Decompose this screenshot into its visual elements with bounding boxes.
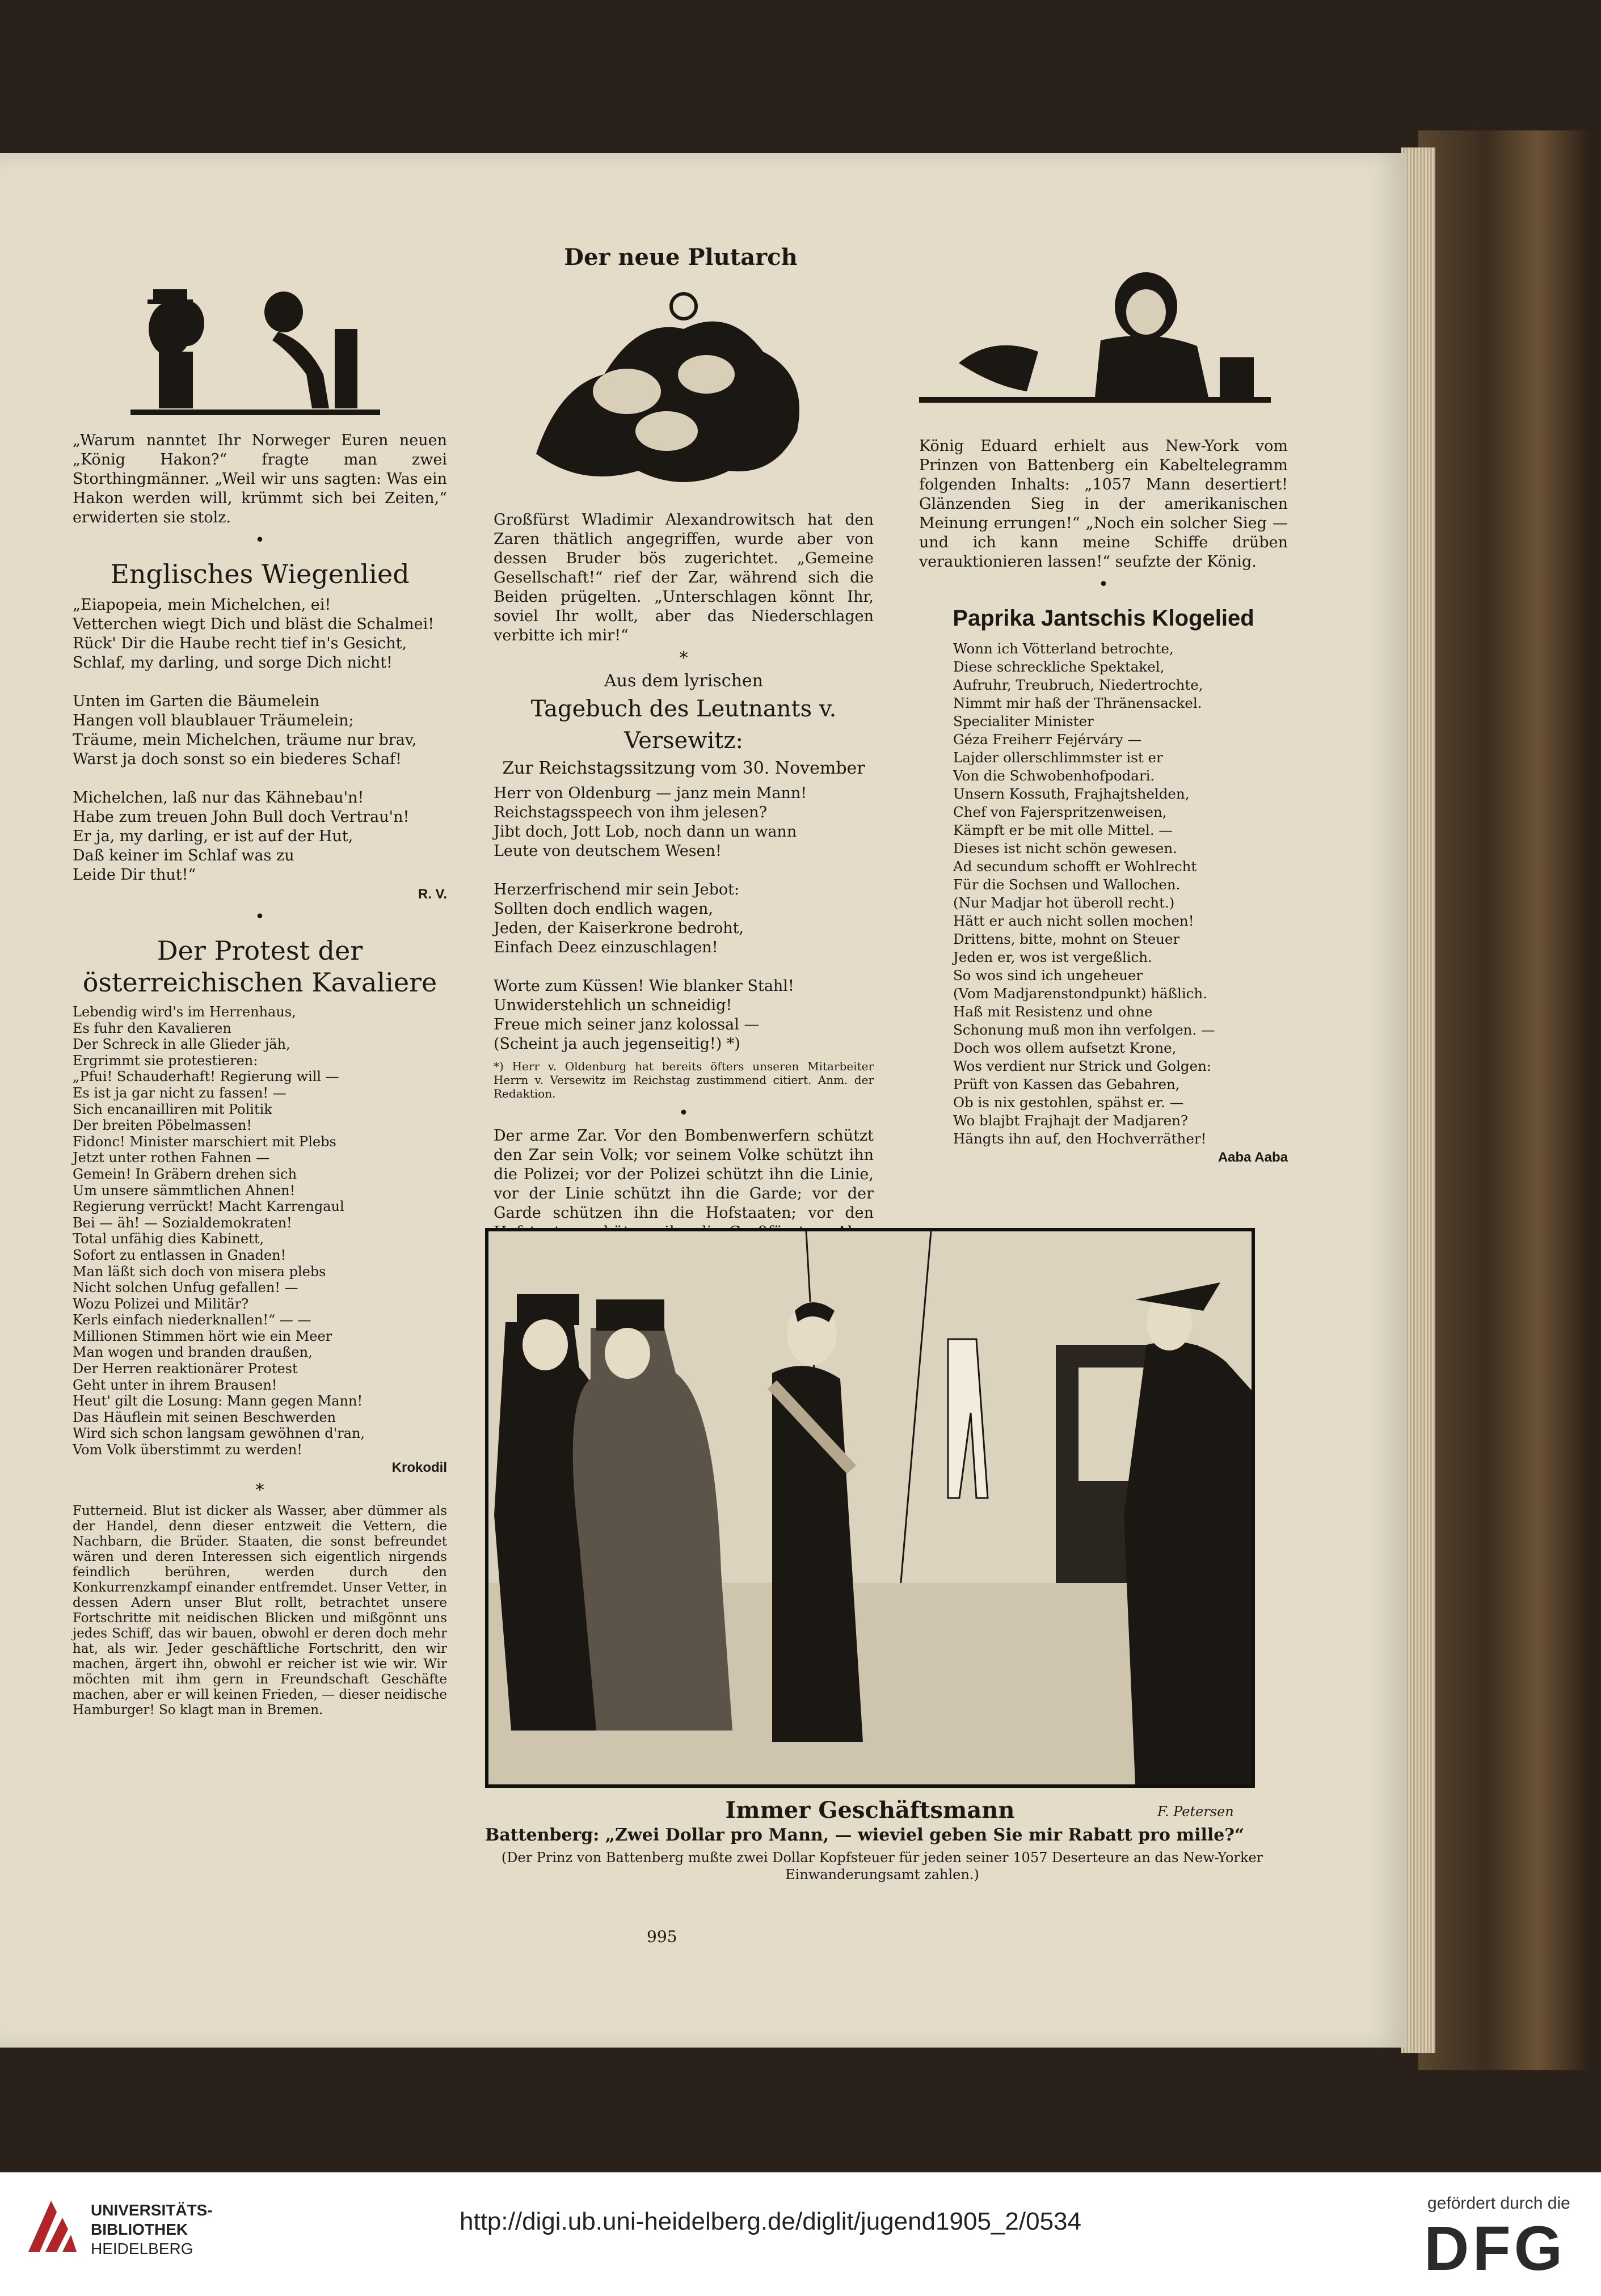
illustration-norwegians: [119, 278, 386, 420]
separator-star: •: [679, 1103, 689, 1123]
wiegenlied-title: Englisches Wiegenlied: [110, 559, 410, 589]
university-logo-icon: [23, 2195, 79, 2257]
binding-spine: [1418, 130, 1589, 2070]
dfg-logo[interactable]: DFG: [1424, 2214, 1566, 2284]
separator-star: •: [255, 907, 265, 927]
wiegenlied-byline: R. V.: [418, 887, 447, 902]
wiegenlied-poem: „Eiapopeia, mein Michelchen, ei! Vetterchen wiegt Dich und bläst die Schalmei! Rück' Dir die Haube recht tief in's Gesicht, Schlaf, my darling, und sorge Dich nicht! Unten im Garten die Bäumelein Hangen voll blaublauer Träumelein; Träume, mein Michelchen, träume nur brav, Warst ja doch sonst so ein biederes Schaf! Michelchen, laß nur das Kähnebau'n! Habe zum treuen John Bull doch Vertrau'n! Er ja, my darling, er ist auf der Hut, Daß keiner im Schlaf was zu Leide Dir thut!“: [73, 596, 435, 884]
cartoon-artist: F. Petersen: [1157, 1804, 1234, 1820]
cartoon-note: (Der Prinz von Battenberg mußte zwei Dollar Kopfsteuer für jeden seiner 1057 Deserteure an das New-Yorker Einwanderungsamt zahlen.): [501, 1850, 1263, 1883]
separator-star: *: [255, 1480, 264, 1500]
cartoon-speech: Battenberg: „Zwei Dollar pro Mann, — wieviel geben Sie mir Rabatt pro mille?“: [485, 1825, 1245, 1845]
illustration-brawl: [513, 284, 831, 499]
separator-star: •: [255, 530, 265, 550]
grossfuerst-text: Großfürst Wladimir Alexandrowitsch hat den Zaren thätlich angegriffen, wurde aber von dessen Bruder bös zugerichtet. „Gemeine Gesellschaft!“ rief der Zar, während sich die Beiden prügelten. „Unterschlagen könnt Ihr, soviel Ihr wollt, aber das Niederschlagen verbitte ich mir!“: [494, 511, 874, 644]
paprika-title: Paprika Jantschis Klogelied: [953, 606, 1254, 631]
paprika-poem: Wonn ich Vötterland betrochte, Diese schreckliche Spektakel, Aufruhr, Treubruch, Niedertrochte, Nimmt mir haß der Thränensackel. Specialiter Minister Géza Freiherr Fejérváry — Lajder ollerschlimmster ist er Von die Schwobenhofpodari. Unsern Kossuth, Frajhajtshelden, Chef von Fajerspritzenweisen, Kämpft er be mit olle Mittel. — Dieses ist nicht schön gewesen. Ad secundum schofft er Wohlrecht Für die Sochsen und Wallochen. (Nur Madjar hot überoll recht.) Hätt er auch nicht sollen mochen! Drittens, bitte, mohnt on Steuer Jeden er, wos ist vergeßlich. So wos sind ich ungeheuer (Vom Madjarenstondpunkt) häßlich. Haß mit Resistenz und ohne Schonung muß mon ihn verfolgen. — Doch wos ollem aufsetzt Krone, Wos verdient nur Strick und Golgen: Prüft von Kassen das Gebahren, Ob is nix gestohlen, spähst er. — Wo blajbt Frajhajt der Madjaren? Hängts ihn auf, den Hochverräther!: [953, 640, 1215, 1147]
tagebuch-footnote: *) Herr v. Oldenburg hat bereits öfters unseren Mitarbeiter Herrn v. Versewitz im Reichstag zustimmend citiert. Anm. der Redaktion.: [494, 1060, 874, 1100]
futterneid-text: Futterneid. Blut ist dicker als Wasser, aber dümmer als der Handel, denn dieser entzweit die Vettern, die Nachbarn, die Brüder. Staaten, die sonst befreundet wären und deren Interessen sich eigentlich nirgends feindlich berühren, werden durch den Konkurrenzkampf einander entfremdet. Unser Vetter, in dessen Adern unser Blut rollt, betrachtet unsere Fortschritte mit neidischen Blicken und mißgönnt uns jedes Schiff, das wir bauen, obwohl er deren doch mehr hat, als wir. Jeder geschäftliche Fortschritt, den wir machen, ärgert ihn, obwohl er reicher ist wie wir. Wir möchten mit ihm gern in Freundschaft Geschäfte machen, aber er will keinen Frieden, — dieser neidische Hamburger! So klagt man in Bremen.: [73, 1503, 447, 1717]
protest-byline: Krokodil: [391, 1459, 447, 1475]
uni-line-3: HEIDELBERG: [91, 2240, 193, 2257]
left-column: [73, 431, 447, 1721]
tagebuch-title: Tagebuch des Leutnants v. Versewitz:: [530, 696, 837, 754]
masthead: Der neue Plutarch: [564, 244, 798, 271]
artist-monogram: FP: [1198, 1755, 1220, 1774]
document-url-link[interactable]: http://digi.ub.uni-heidelberg.de/diglit/jugend1905_2/0534: [460, 2208, 1081, 2235]
uni-line-2: BIBLIOTHEK: [91, 2221, 188, 2238]
funded-by-label: gefördert durch die: [1427, 2194, 1570, 2213]
tagebuch-poem: Herr von Oldenburg — janz mein Mann! Reichstagsspeech von ihm jelesen? Jibt doch, Jott Lob, noch dann un wann Leute von deutschem Wesen! Herzerfrischend mir sein Jebot: Sollten doch endlich wagen, Jeden, der Kaiserkrone bedroht, Einfach Deez einzuschlagen! Worte zum Küssen! Wie blanker Stahl! Unwiderstehlich un schneidig! Freue mich seiner janz kolossal — (Scheint ja auch jegenseitig!) *): [494, 784, 807, 1053]
page-number: 995: [647, 1927, 677, 1946]
illustration-king-edward: [913, 267, 1276, 414]
middle-column: [494, 510, 874, 1265]
separator-star: *: [679, 648, 688, 668]
cartoon-title: Immer Geschäftsmann: [725, 1797, 1015, 1824]
zar-text: Der arme Zar. Vor den Bombenwerfern schützt den Zar sein Volk; vor seinem Volke schützt ihn die Polizei; vor der Polizei schützt ihn die Linie, vor der Linie schützt ihn die Garde; vor der Garde schützen ihn die Hofstaaten; vor den: [494, 1127, 874, 1222]
university-name[interactable]: [91, 2201, 213, 2259]
right-column: [919, 437, 1288, 1167]
hakon-anekdote: „Warum nanntet Ihr Norweger Euren neuen „König Hakon?“ fragte man zwei Storthingmänner. „Weil wir uns sagten: Was ein Hakon werden will, krümmt sich bei Zeiten,“ erwiderten sie stolz.: [73, 432, 447, 526]
protest-poem: Lebendig wird's im Herrenhaus, Es fuhr den Kavalieren Der Schreck in alle Glieder jäh, Ergrimmt sie protestieren: „Pfui! Schauderhaft! Regierung will — Es ist ja gar nicht zu fassen! — Sich encanailliren mit Politik Der breiten Pöbelmassen! Fidonc! Minister marschiert mit Plebs Jetzt unter rothen Fahnen — Gemein! In Gräbern drehen sich Um unsere sämmtlichen Ahnen! Regierung verrückt! Macht Karrengaul Bei — äh! — Sozialdemokraten! Total unfähig dies Kabinett, Sofort zu entlassen in Gnaden! Man läßt sich doch von misera plebs Nicht solchen Unfug gefallen! — Wozu Polizei und Militär? Kerls einfach niederknallen!“ — — Millionen Stimmen hört wie ein Meer Man wogen und branden draußen, Der Herren reaktionärer Protest Geht unter in ihrem Brausen! Heut' gilt die Losung: Mann gegen Mann! Das Häuflein mit seinen Beschwerden Wird sich schon langsam gewöhnen d'ran, Vom Volk überstimmt zu werden!: [73, 1004, 365, 1458]
separator-star: •: [1098, 575, 1109, 594]
cartoon-drawing: [488, 1231, 1252, 1784]
protest-title: Der Protest der österreichischen Kavaliere: [82, 935, 437, 998]
uni-line-1: UNIVERSITÄTS-: [91, 2201, 213, 2219]
tagebuch-subtitle: Zur Reichstagssitzung vom 30. November: [502, 758, 865, 778]
paprika-byline: Aaba Aaba: [1217, 1150, 1288, 1165]
tagebuch-pretitle: Aus dem lyrischen: [604, 671, 763, 691]
eduard-text: König Eduard erhielt aus New-York vom Prinzen von Battenberg ein Kabeltelegramm folgenden Inhalts: „1057 Mann desertiert! Glänzenden Sieg in der amerikanischen Meinung errungen!“ „Noch ein solcher Sieg — und ich kann meine Schiffe drüben verauktionieren lassen!“ seufzte der König.: [919, 437, 1288, 571]
cartoon-immer-geschaeftsmann: [485, 1228, 1255, 1788]
